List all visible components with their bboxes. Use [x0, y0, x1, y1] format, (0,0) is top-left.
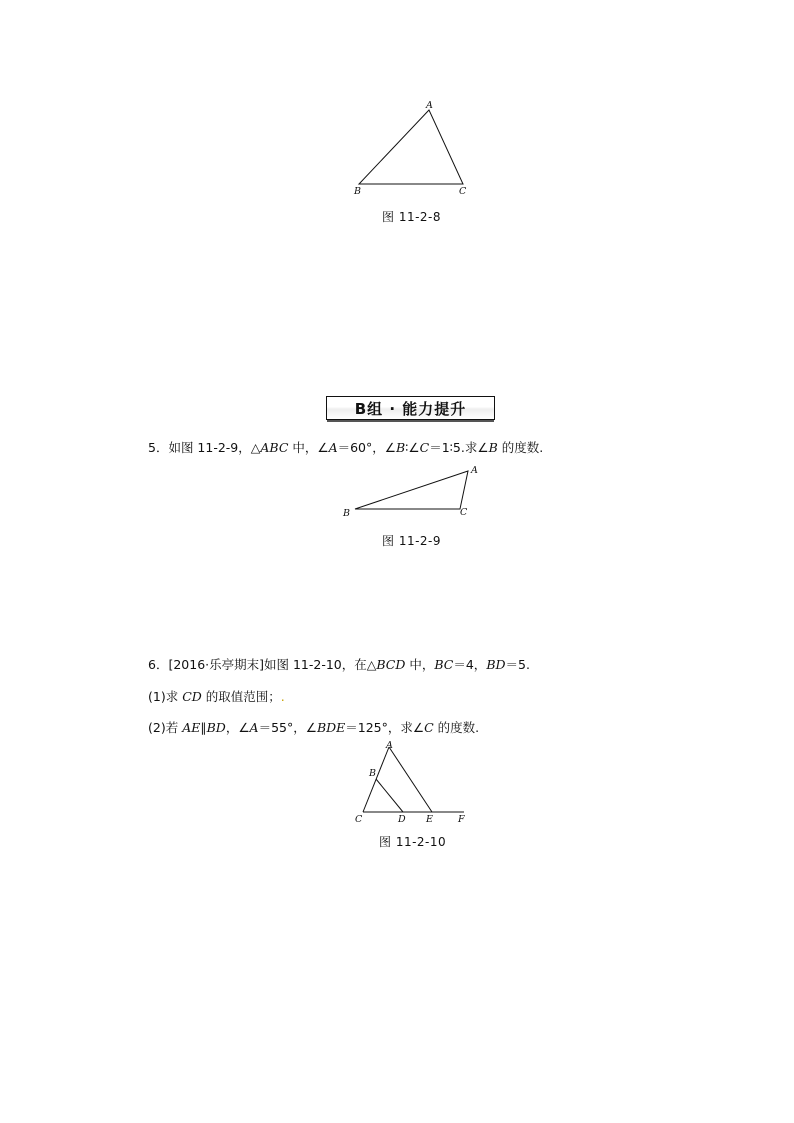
triangle-abc [359, 110, 463, 184]
figure-11-2-9 [340, 462, 485, 522]
point-label-f: F [458, 814, 465, 825]
q6-2-text: ＝125°，求∠ [345, 720, 425, 735]
q5-var: A [328, 440, 338, 455]
point-label-d: D [398, 814, 406, 825]
section-banner [326, 396, 495, 420]
question-6 [148, 655, 530, 673]
q5-text: 的度数. [497, 440, 544, 455]
question-6-part-1 [148, 687, 285, 705]
q6-2-text: ，∠ [225, 720, 250, 735]
q6-2-var: BD [206, 720, 226, 735]
vertex-label-c: C [459, 186, 467, 197]
q6-2-var: AE [182, 720, 201, 735]
figure-caption: 图 11-2-9 [382, 534, 442, 548]
q5-var: ABC [260, 440, 289, 455]
q6-2-text: (2)若 [148, 720, 183, 735]
q5-var: B [488, 440, 498, 455]
q6-1-var: CD [182, 689, 202, 704]
figure-11-2-8 [350, 98, 475, 198]
q6-text: 中， [405, 657, 435, 672]
q6-2-var: BDE [316, 720, 346, 735]
section-title: B组 · 能力提升 [354, 399, 467, 418]
figure-caption: 图 11-2-10 [379, 835, 447, 849]
vertex-label-a: A [471, 465, 478, 476]
q6-var: BD [486, 657, 506, 672]
vertex-label-c: C [460, 507, 468, 518]
q5-text: ＝60°，∠ [337, 440, 396, 455]
q6-2-var: A [249, 720, 259, 735]
vertex-label-a: A [426, 100, 433, 111]
segment-bd [376, 779, 403, 812]
figure-caption: 图 11-2-8 [382, 210, 442, 224]
q5-text: ∶∠ [405, 440, 420, 455]
question-5 [148, 438, 543, 456]
point-label-a: A [386, 740, 393, 751]
triangle-abc [355, 471, 468, 509]
q5-var: C [419, 440, 430, 455]
q6-text: ＝4， [453, 657, 487, 672]
q6-2-text: ＝55°，∠ [258, 720, 317, 735]
q6-text: ＝5. [505, 657, 530, 672]
q6-2-text: 的度数. [433, 720, 480, 735]
q6-var: BC [434, 657, 454, 672]
q6-2-text: ∥ [200, 720, 207, 735]
point-label-b: B [369, 768, 376, 779]
point-label-c: C [355, 814, 363, 825]
q5-text: ＝1∶5.求∠ [429, 440, 489, 455]
q5-text: 中，∠ [288, 440, 329, 455]
q5-text: 5．如图 11-2-9，△ [148, 440, 261, 455]
q6-var: BCD [376, 657, 406, 672]
q6-1-text: (1)求 [148, 689, 183, 704]
stray-mark: . [280, 689, 285, 704]
q6-1-text: 的取值范围； [201, 689, 281, 704]
figure-11-2-10 [350, 738, 475, 828]
q6-2-var: C [424, 720, 434, 735]
q6-text: 6．[2016·乐亭期末]如图 11-2-10，在△ [148, 657, 377, 672]
question-6-part-2 [148, 718, 479, 736]
vertex-label-b: B [354, 186, 361, 197]
q5-var: B [395, 440, 406, 455]
vertex-label-b: B [343, 508, 350, 519]
point-label-e: E [426, 814, 433, 825]
